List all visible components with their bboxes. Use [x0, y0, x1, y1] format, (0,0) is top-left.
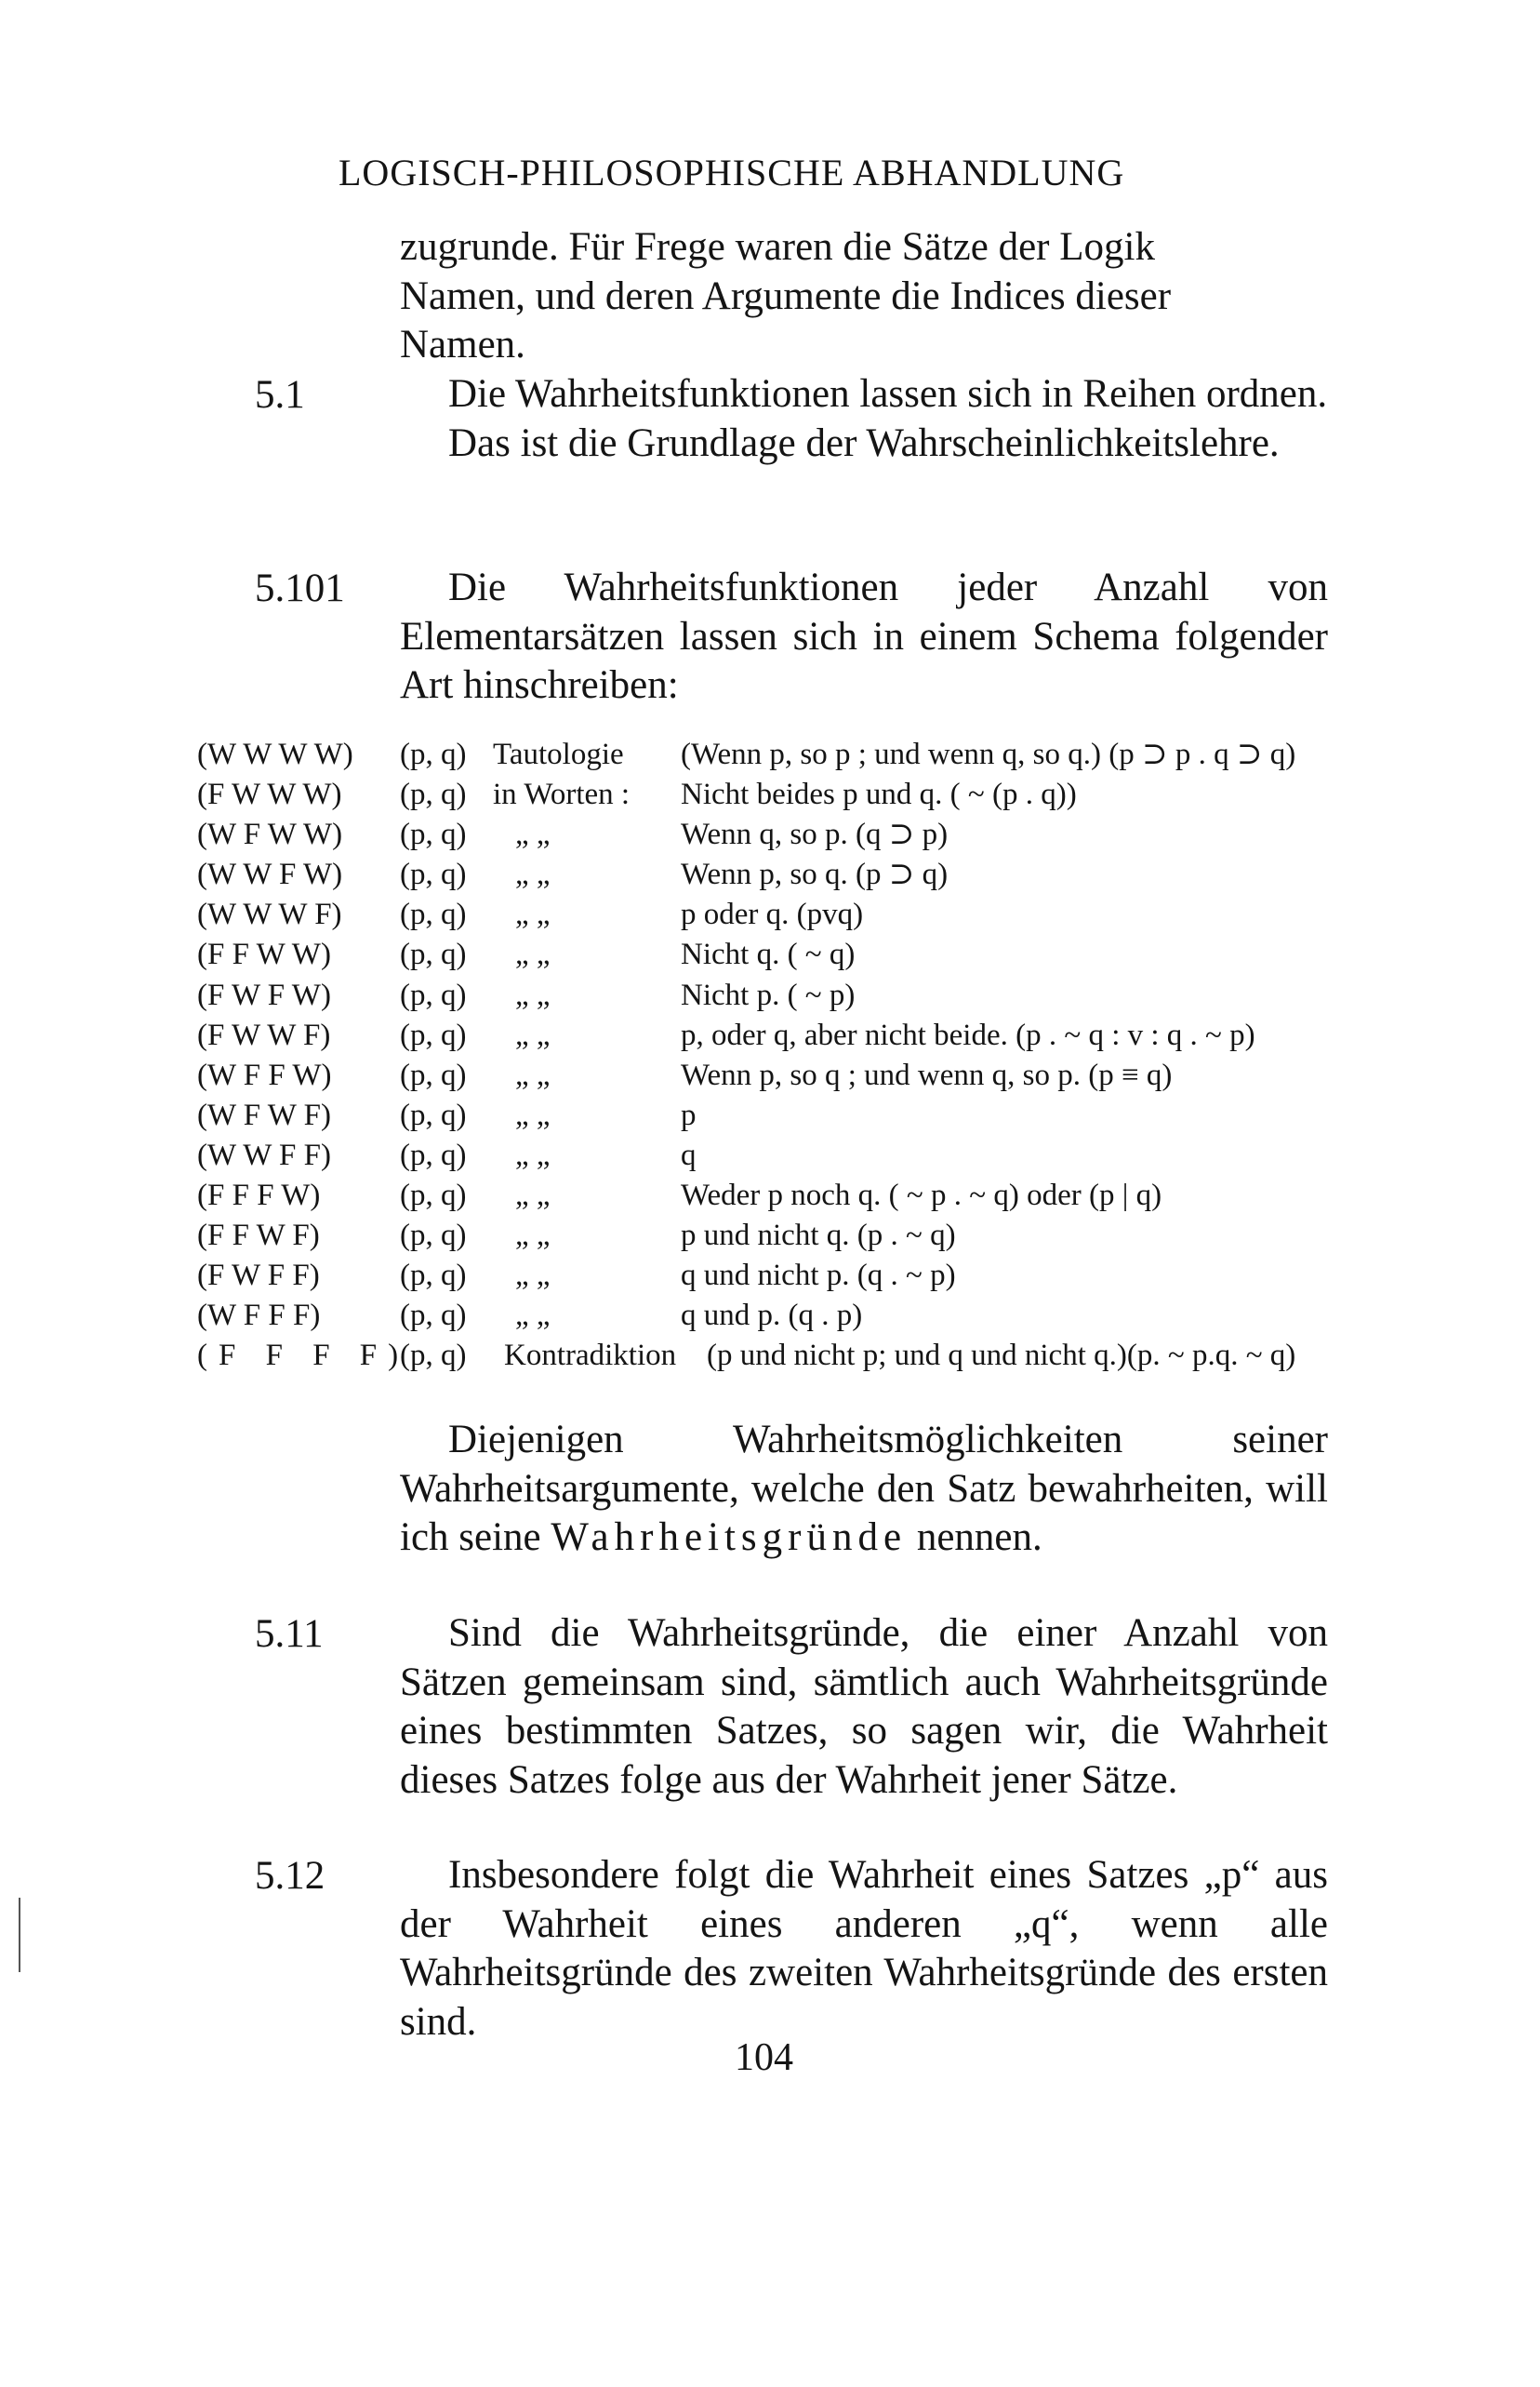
arguments: (p, q) [400, 778, 467, 812]
verbal-rendering: p und nicht q. (p . ~ q) [681, 1219, 956, 1253]
verbal-rendering: Weder p noch q. ( ~ p . ~ q) oder (p | q) [681, 1179, 1162, 1213]
function-name: „ „ [515, 1098, 551, 1132]
truth-values: (W F F F) [197, 1299, 321, 1333]
table-row [197, 1136, 1434, 1176]
arguments: (p, q) [400, 1018, 467, 1052]
section-5-1-paragraph-1: Die Wahrheitsfunktionen lassen sich in Reihen ordnen. [448, 372, 1328, 416]
section-5-11 [400, 1609, 1328, 1805]
table-row [197, 775, 1434, 815]
verbal-rendering: Wenn q, so p. (q ⊃ p) [681, 818, 949, 852]
truth-values: (W W F W) [197, 858, 343, 892]
function-name: „ „ [515, 1299, 551, 1333]
truth-values: (W F W W) [197, 818, 343, 852]
truth-values: (F F F W) [197, 1179, 321, 1213]
function-name: Tautologie [493, 738, 624, 771]
table-row [197, 1256, 1434, 1296]
table-row [197, 815, 1434, 855]
table-row [197, 735, 1434, 775]
truth-values: (F F F F) [197, 1339, 410, 1373]
running-head: LOGISCH-PHILOSOPHISCHE ABHANDLUNG [339, 152, 1125, 193]
truth-values: (W W F F) [197, 1138, 331, 1172]
arguments: (p, q) [400, 738, 467, 771]
verbal-rendering: q und nicht p. (q . ~ p) [681, 1259, 956, 1293]
arguments: (p, q) [400, 938, 467, 972]
table-row [197, 1336, 1434, 1376]
function-name: in Worten : [493, 778, 631, 812]
arguments: (p, q) [400, 818, 467, 852]
verbal-rendering: Wenn p, so q. (p ⊃ q) [681, 858, 949, 892]
verbal-rendering: (p und nicht p; und q und nicht q.)(p. ~ p.q. ~ q) [707, 1339, 1296, 1373]
verbal-rendering: q [681, 1138, 697, 1172]
truth-values: (W W W W) [197, 738, 353, 771]
truth-function-table [197, 735, 1434, 1377]
truth-values: (F W F W) [197, 978, 331, 1012]
function-name: „ „ [515, 938, 551, 972]
opening-line-2: Namen, und deren Argumente die Indices dieser [400, 273, 1172, 318]
arguments: (p, q) [400, 898, 467, 932]
function-name: „ „ [515, 858, 551, 892]
function-name: „ „ [515, 1018, 551, 1052]
verbal-rendering: Wenn p, so q ; und wenn q, so p. (p ≡ q) [681, 1058, 1173, 1092]
section-5-12-paragraph: Insbesondere folgt die Wahrheit eines Satzes „p“ aus der Wahrheit eines anderen „q“, wenn alle Wahrheitsgründe des zweiten Wahrheitsgründe des ersten sind. [400, 1853, 1328, 2044]
arguments: (p, q) [400, 1339, 467, 1373]
verbal-rendering: p oder q. (pvq) [681, 898, 864, 932]
paragraph-lead: Diejenigen Wahrheitsmöglichkeiten seiner Wahrheitsargumente, welche den Satz bewahrheiten, will ich seine [400, 1418, 1328, 1559]
truth-values: (F W W F) [197, 1018, 331, 1052]
arguments: (p, q) [400, 858, 467, 892]
table-row [197, 1096, 1434, 1136]
table-row [197, 1176, 1434, 1216]
section-5-12 [400, 1851, 1328, 2047]
function-name: „ „ [515, 1138, 551, 1172]
section-number-5-1: 5.1 [255, 373, 305, 417]
table-row [197, 855, 1434, 895]
section-5-1-paragraph-2: Das ist die Grundlage der Wahrscheinlichkeitslehre. [448, 420, 1280, 465]
page-number: 104 [735, 2036, 793, 2079]
arguments: (p, q) [400, 1179, 467, 1213]
section-number-5-12: 5.12 [255, 1854, 325, 1898]
margin-mark [19, 1898, 20, 1972]
section-5-101 [400, 564, 1328, 711]
function-name: „ „ [515, 978, 551, 1012]
truth-values: (F F W F) [197, 1219, 320, 1253]
function-name: „ „ [515, 1058, 551, 1092]
function-name: „ „ [515, 1219, 551, 1253]
table-row [197, 935, 1434, 975]
section-5-1 [400, 370, 1328, 468]
table-row [197, 1056, 1434, 1096]
function-name: „ „ [515, 1259, 551, 1293]
truth-values: (W W W F) [197, 898, 342, 932]
paragraph-tail: nennen. [916, 1515, 1042, 1559]
function-name: Kontradiktion [504, 1339, 677, 1373]
table-row [197, 1216, 1434, 1256]
wahrheitsgruende-paragraph [400, 1416, 1328, 1563]
arguments: (p, q) [400, 1299, 467, 1333]
opening-line-1: zugrunde. Für Frege waren die Sätze der Logik [400, 225, 1155, 269]
function-name: „ „ [515, 818, 551, 852]
truth-values: (F F W W) [197, 938, 331, 972]
arguments: (p, q) [400, 1098, 467, 1132]
table-row [197, 1296, 1434, 1336]
table-row [197, 1016, 1434, 1056]
verbal-rendering: q und p. (q . p) [681, 1299, 863, 1333]
verbal-rendering: p [681, 1098, 697, 1132]
function-name: „ „ [515, 1179, 551, 1213]
verbal-rendering: p, oder q, aber nicht beide. (p . ~ q : v : q . ~ p) [681, 1018, 1255, 1052]
arguments: (p, q) [400, 1219, 467, 1253]
function-name: „ „ [515, 898, 551, 932]
table-row [197, 976, 1434, 1016]
opening-line-3: Namen. [400, 323, 525, 367]
arguments: (p, q) [400, 978, 467, 1012]
truth-values: (W F W F) [197, 1098, 331, 1132]
emphasized-term: Wahrheitsgründe [551, 1515, 908, 1559]
verbal-rendering: Nicht q. ( ~ q) [681, 938, 856, 972]
verbal-rendering: (Wenn p, so p ; und wenn q, so q.) (p ⊃ p . q ⊃ q) [681, 738, 1296, 771]
verbal-rendering: Nicht p. ( ~ p) [681, 978, 856, 1012]
section-number-5-101: 5.101 [255, 567, 345, 610]
arguments: (p, q) [400, 1138, 467, 1172]
arguments: (p, q) [400, 1058, 467, 1092]
opening-paragraph [400, 223, 1328, 370]
table-row [197, 895, 1434, 935]
section-5-11-paragraph: Sind die Wahrheitsgründe, die einer Anzahl von Sätzen gemeinsam sind, sämtlich auch Wahrheitsgründe eines bestimmten Satzes, so sagen wir, die Wahrheit dieses Satzes folge aus der Wahrheit jener Sätze. [400, 1611, 1328, 1802]
truth-values: (F W F F) [197, 1259, 320, 1293]
section-5-101-paragraph: Die Wahrheitsfunktionen jeder Anzahl von Elementarsätzen lassen sich in einem Schema folgender Art hinschreiben: [400, 566, 1328, 707]
arguments: (p, q) [400, 1259, 467, 1293]
truth-values: (W F F W) [197, 1058, 332, 1092]
truth-values: (F W W W) [197, 778, 342, 812]
section-number-5-11: 5.11 [255, 1612, 324, 1656]
verbal-rendering: Nicht beides p und q. ( ~ (p . q)) [681, 778, 1077, 812]
